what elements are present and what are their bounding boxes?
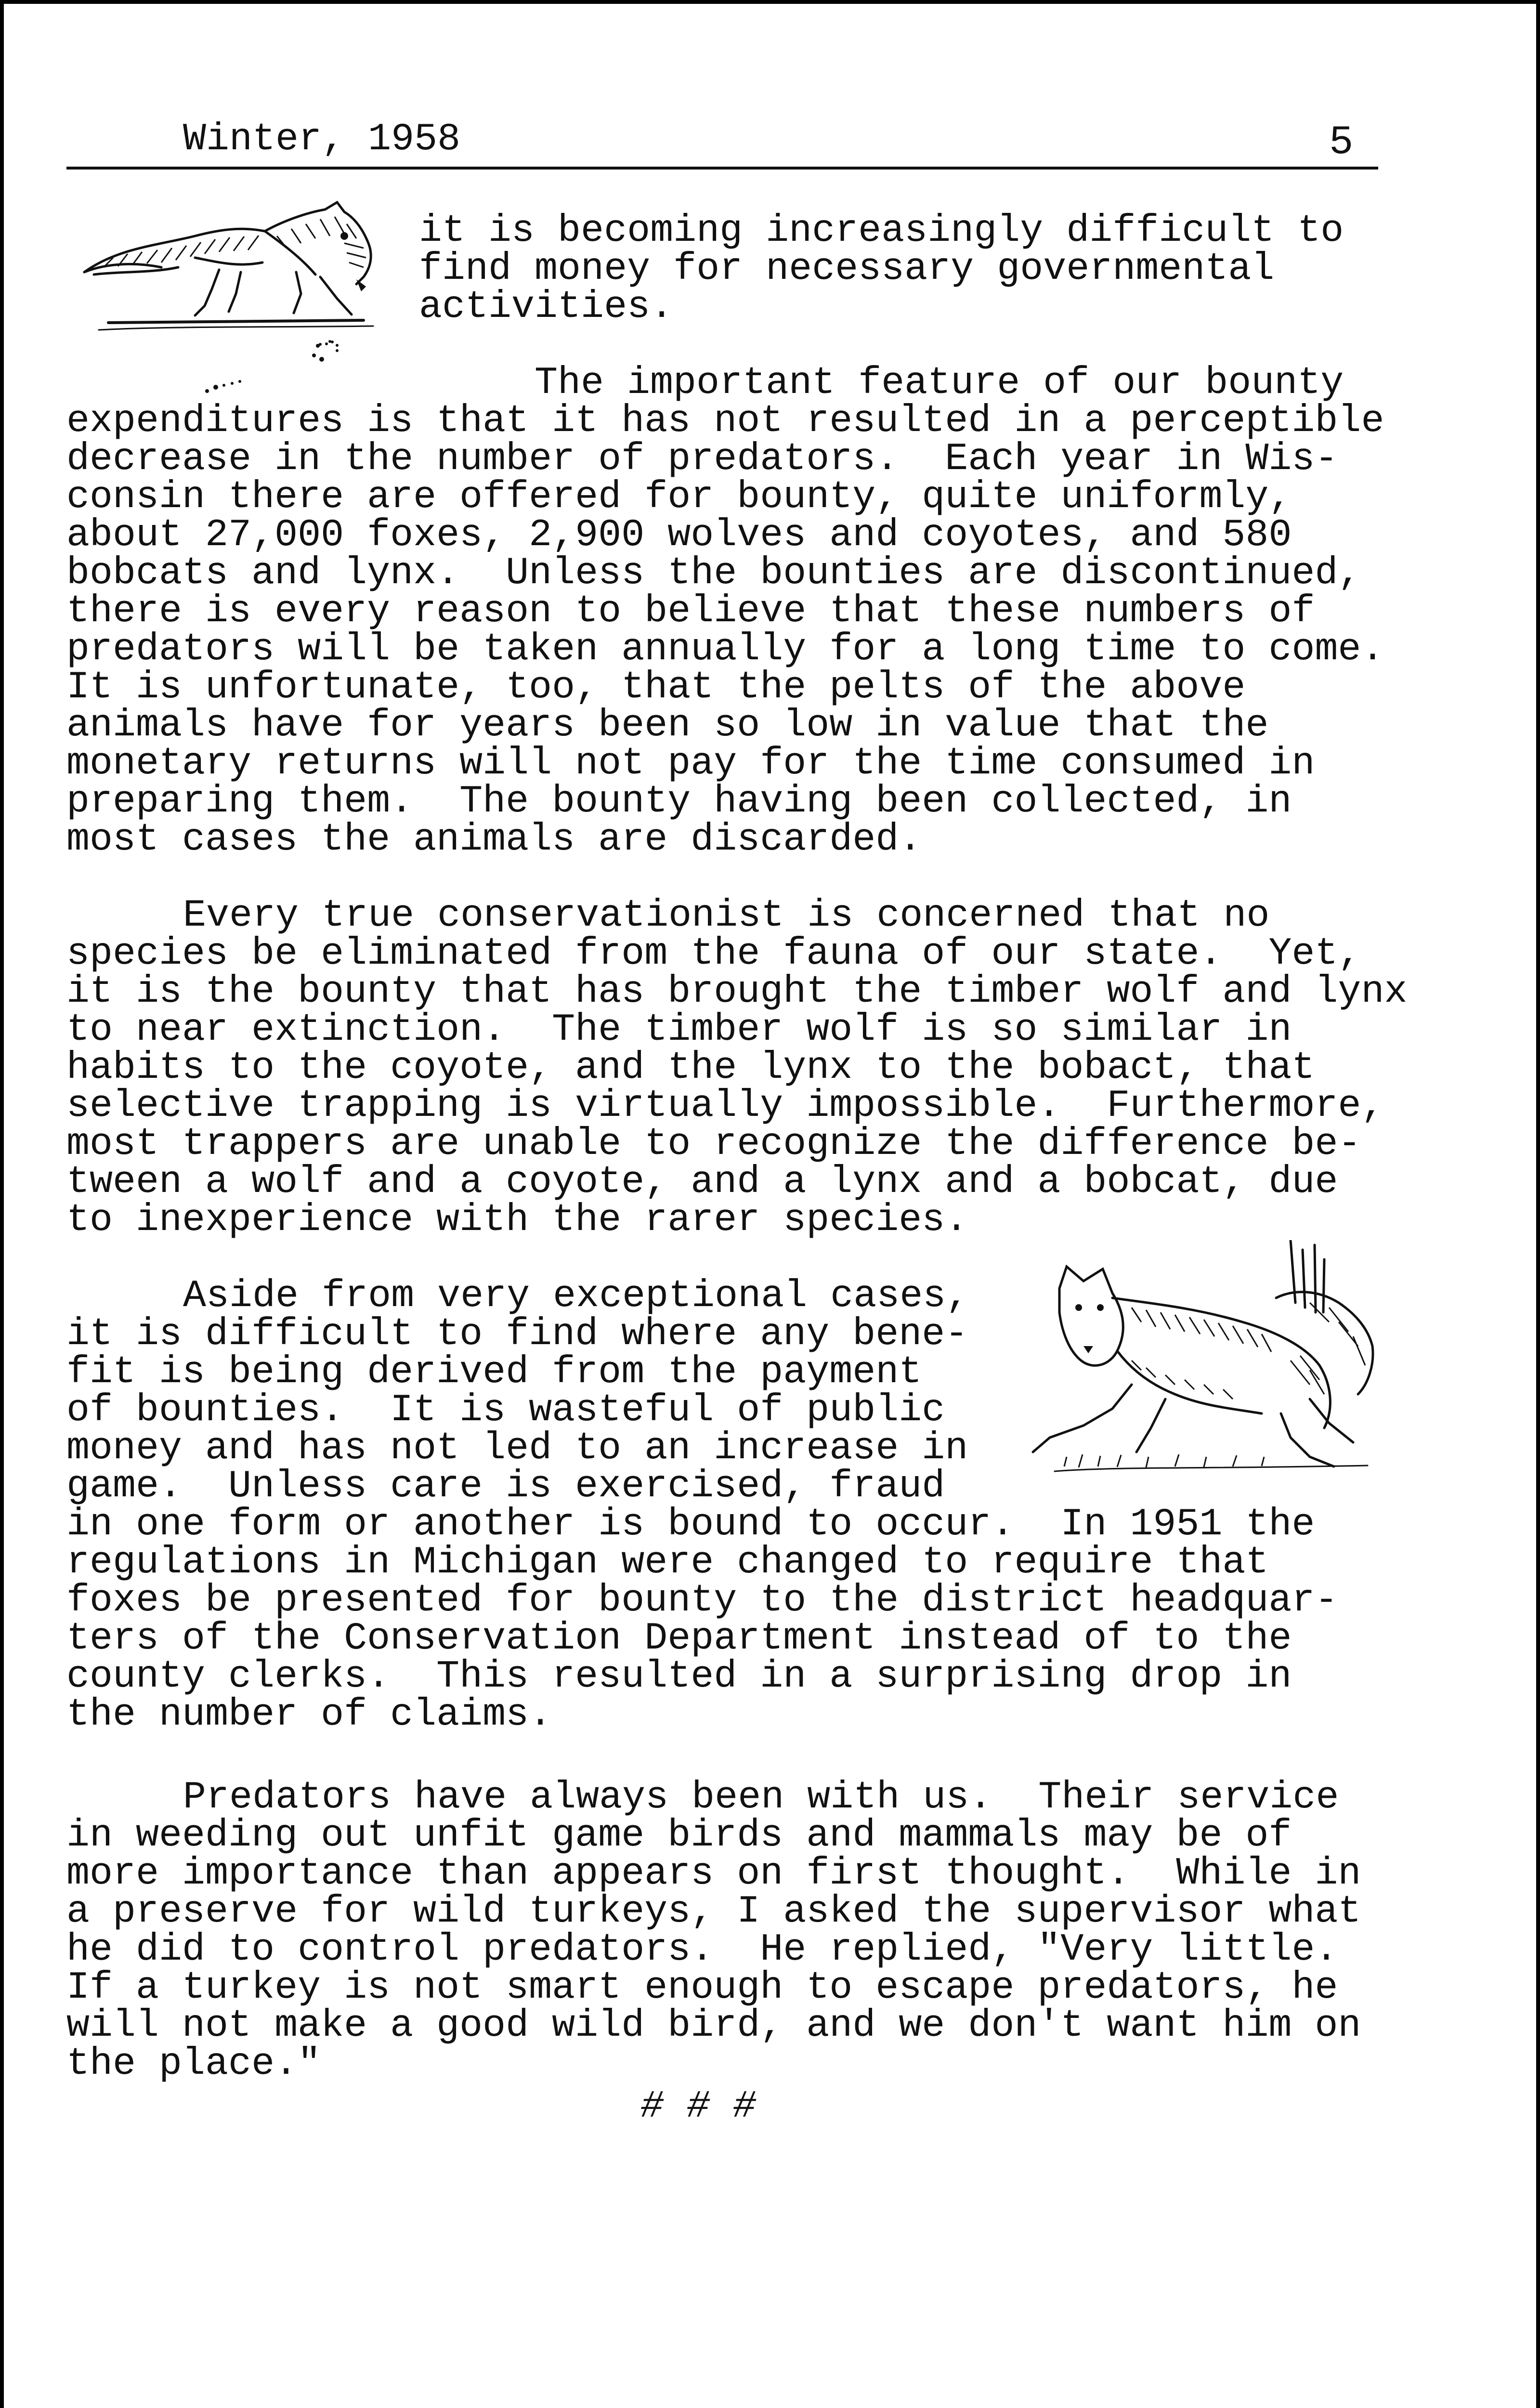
text-line: it is the bounty that has brought the timber wolf and lynx bbox=[66, 970, 1408, 1014]
text-line: of bounties. It is wasteful of public bbox=[66, 1388, 945, 1432]
paw-prints-decoration bbox=[188, 337, 380, 395]
text-line: ters of the Conservation Department instead of to the bbox=[66, 1617, 1292, 1661]
text-line: decrease in the number of predators. Each year in Wis- bbox=[66, 437, 1338, 481]
header-rule bbox=[66, 167, 1378, 170]
text-line: monetary returns will not pay for the time consumed in bbox=[66, 742, 1315, 785]
text-line: selective trapping is virtually impossible. Furthermore, bbox=[66, 1084, 1384, 1128]
text-line: county clerks. This resulted in a surprising drop in bbox=[66, 1655, 1292, 1699]
text-line: Every true conservationist is concerned that no bbox=[183, 894, 1270, 938]
text-line: in weeding out unfit game birds and mammals may be of bbox=[66, 1814, 1292, 1858]
text-line: consin there are offered for bounty, quite uniformly, bbox=[66, 475, 1292, 519]
page-number: 5 bbox=[1329, 120, 1354, 166]
text-line: habits to the coyote, and the lynx to the bobact, that bbox=[66, 1046, 1315, 1090]
text-line: foxes be presented for bounty to the district headquar- bbox=[66, 1579, 1338, 1623]
text-line: species be eliminated from the fauna of our state. Yet, bbox=[66, 932, 1361, 976]
wolf-illustration bbox=[1021, 1240, 1377, 1486]
text-line: Predators have always been with us. Their service bbox=[183, 1776, 1339, 1819]
text-line: there is every reason to believe that these numbers of bbox=[66, 589, 1315, 633]
text-line: a preserve for wild turkeys, I asked the supervisor what bbox=[66, 1890, 1361, 1934]
text-line: in one form or another is bound to occur. In 1951 the bbox=[66, 1503, 1315, 1546]
text-line: find money for necessary governmental bbox=[419, 247, 1275, 291]
text-line: bobcats and lynx. Unless the bounties are discontinued, bbox=[66, 551, 1361, 595]
text-line: he did to control predators. He replied, "Very little. bbox=[66, 1928, 1338, 1972]
text-line: animals have for years been so low in value that the bbox=[66, 704, 1269, 747]
text-line: the number of claims. bbox=[66, 1693, 552, 1737]
text-line: regulations in Michigan were changed to require that bbox=[66, 1541, 1269, 1584]
text-line: most cases the animals are discarded. bbox=[66, 818, 922, 862]
text-line: will not make a good wild bird, and we don't want him on bbox=[66, 2004, 1361, 2048]
text-line: it is difficult to find where any bene- bbox=[66, 1312, 968, 1356]
text-line: Aside from very exceptional cases, bbox=[183, 1274, 969, 1318]
text-line: game. Unless care is exercised, fraud bbox=[66, 1465, 945, 1508]
text-line: about 27,000 foxes, 2,900 wolves and coyotes, and 580 bbox=[66, 513, 1292, 557]
text-line: fit is being derived from the payment bbox=[66, 1350, 922, 1394]
text-line: to near extinction. The timber wolf is so similar in bbox=[66, 1008, 1292, 1052]
fox-illustration bbox=[75, 190, 388, 349]
text-line: If a turkey is not smart enough to escape predators, he bbox=[66, 1966, 1338, 2010]
text-line: more importance than appears on first thought. While in bbox=[66, 1852, 1361, 1896]
text-line: tween a wolf and a coyote, and a lynx and a bobcat, due bbox=[66, 1160, 1338, 1204]
text-line: The important feature of our bounty bbox=[535, 361, 1344, 405]
text-line: most trappers are unable to recognize the difference be- bbox=[66, 1122, 1361, 1166]
text-line: It is unfortunate, too, that the pelts of the above bbox=[66, 666, 1246, 709]
text-line: to inexperience with the rarer species. bbox=[66, 1198, 968, 1242]
text-line: it is becoming increasingly difficult to bbox=[419, 209, 1344, 253]
issue-date: Winter, 1958 bbox=[183, 118, 461, 161]
text-line: predators will be taken annually for a long time to come. bbox=[66, 628, 1384, 671]
end-mark: # # # bbox=[640, 2085, 757, 2129]
text-line: the place." bbox=[66, 2042, 321, 2086]
text-line: preparing them. The bounty having been collected, in bbox=[66, 780, 1292, 824]
text-line: expenditures is that it has not resulted in a perceptible bbox=[66, 399, 1384, 443]
text-line: activities. bbox=[419, 285, 674, 329]
text-line: money and has not led to an increase in bbox=[66, 1426, 968, 1470]
